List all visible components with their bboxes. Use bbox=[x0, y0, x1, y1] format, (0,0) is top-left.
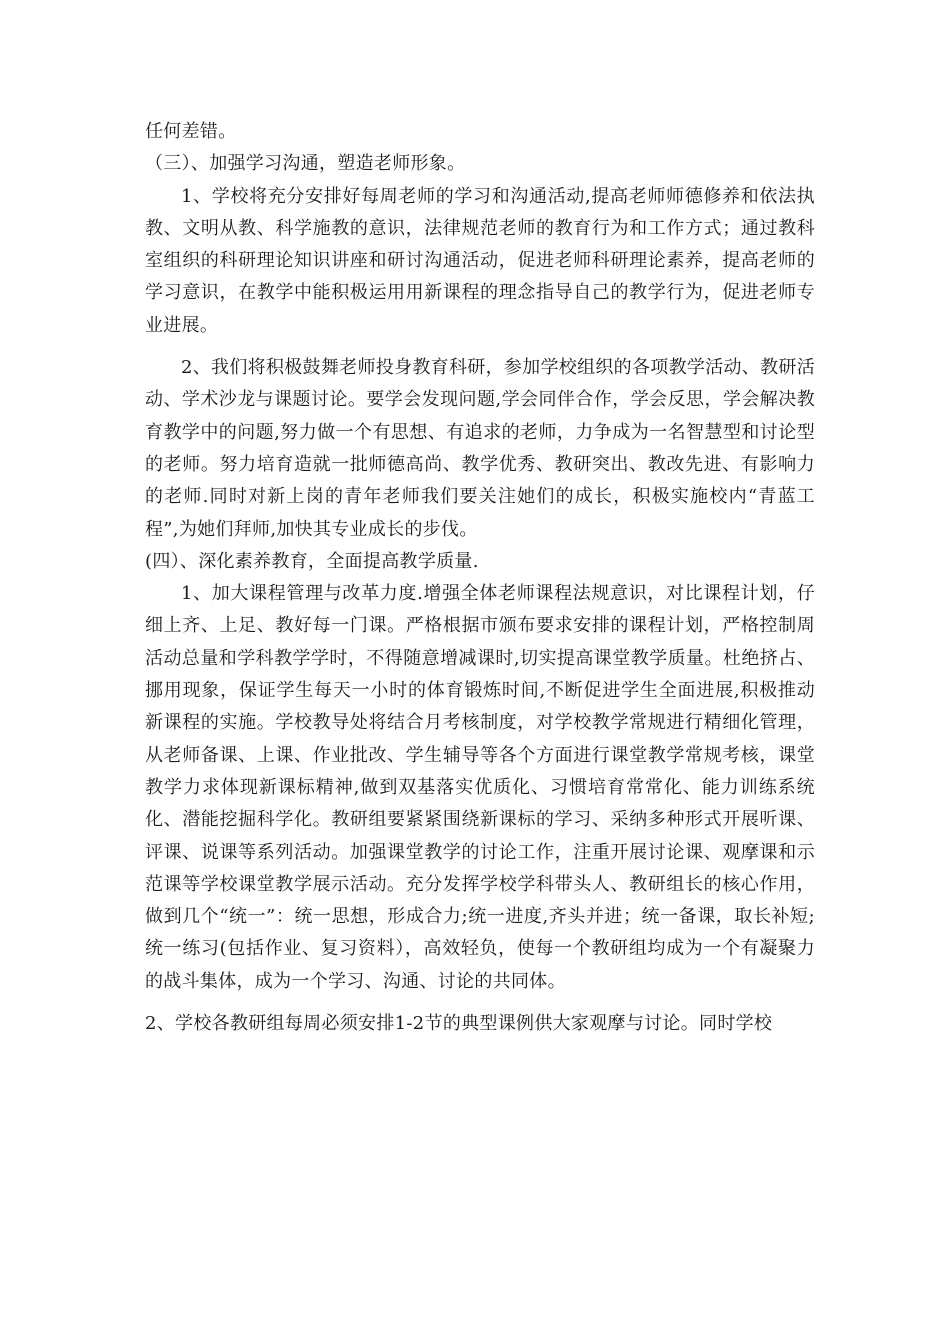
section-heading-4: (四）、深化素养教育，全面提高教学质量. bbox=[145, 550, 479, 572]
document-page bbox=[145, 116, 815, 1040]
paragraph-3-2: 2、我们将积极鼓舞老师投身教育科研，参加学校组织的各项教学活动、教研活动、学术沙龙与课题讨论。要学会发现问题,学会同伴合作，学会反思，学会解决教育教学中的问题,努力做一个有思想、有追求的老师，力争成为一名智慧型和讨论型的老师。努力培育造就一批师德高尚、教学优秀、教研突出、教改先进、有影响力的老师.同时对新上岗的青年老师我们要关注她们的成长，积极实施校内“青蓝工程”,为她们拜师,加快其专业成长的步伐。 bbox=[145, 357, 815, 540]
paragraph-continuation: 任何差错。 bbox=[145, 121, 237, 142]
paragraph-4-1: 1、加大课程管理与改革力度.增强全体老师课程法规意识，对比课程计划，仔细上齐、上足、教好每一门课。严格根据市颁布要求安排的课程计划，严格控制周活动总量和学科教学学时，不得随意增减课时,切实提高课堂教学质量。杜绝挤占、挪用现象，保证学生每天一小时的体育锻炼时间,不断促进学生全面进展,积极推动新课程的实施。学校教导处将结合月考核制度，对学校教学常规进行精细化管理，从老师备课、上课、作业批改、学生辅导等各个方面进行课堂教学常规考核，课堂教学力求体现新课标精神,做到双基落实优质化、习惯培育常常化、能力训练系统化、潜能挖掘科学化。教研组要紧紧围绕新课标的学习、采纳多种形式开展听课、评课、说课等系列活动。加强课堂教学的讨论工作，注重开展讨论课、观摩课和示范课等学校课堂教学展示活动。充分发挥学校学科带头人、教研组长的核心作用，做到几个“统一”：统一思想，形成合力;统一进度,齐头并进；统一备课，取长补短;统一练习(包括作业、复习资料），高效轻负，使每一个教研组均成为一个有凝聚力的战斗集体，成为一个学习、沟通、讨论的共同体。 bbox=[145, 583, 815, 992]
paragraph-4-2: 2、学校各教研组每周必须安排1-2节的典型课例供大家观摩与讨论。同时学校 bbox=[145, 1013, 773, 1035]
section-heading-3: （三）、加强学习沟通，塑造老师形象。 bbox=[145, 153, 466, 175]
paragraph-3-1: 1、学校将充分安排好每周老师的学习和沟通活动,提高老师师德修养和依法执教、文明从教、科学施教的意识，法律规范老师的教育行为和工作方式；通过教科室组织的科研理论知识讲座和研讨沟通活动，促进老师科研理论素养，提高老师的学习意识，在教学中能积极运用用新课程的理念指导自己的教学行为，促进老师专业进展。 bbox=[145, 185, 815, 336]
